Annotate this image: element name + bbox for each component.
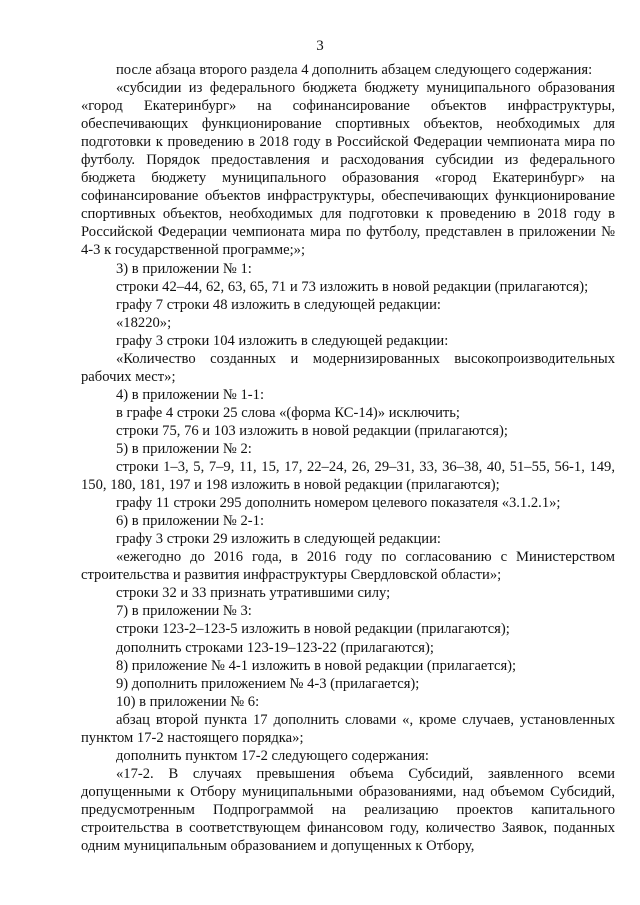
paragraph-add-rows-123: дополнить строками 123-19–123-22 (прилагаются); [116, 639, 434, 656]
paragraph-value-18220: «18220»; [116, 314, 172, 331]
paragraph-column-3-row-29: графу 3 строки 29 изложить в следующей редакции: [116, 531, 441, 548]
paragraph-add-point-17-2: дополнить пунктом 17-2 следующего содержания: [116, 747, 429, 764]
page-number: 3 [316, 38, 324, 54]
paragraph-item-3: 3) в приложении № 1: [116, 260, 252, 277]
paragraph-subsidy-quote: «субсидии из федерального бюджета бюджету муниципального образования «город Екатеринбург» на софинансирование объектов инфраструктуры, обеспечивающих функционирование спортивных объектов, необходимых для подготовки к проведению в 2018 году в Российской Федерации чемпионата мира по футболу. Порядок предоставления и расходования субсидии из федерального бюджета бюджету муниципального образования «город Екатеринбург» на софинансирование объектов инфраструктуры, обеспечивающих функционирование спортивных объектов, необходимых для подготовки к проведению в 2018 году в Российской Федерации чемпионата мира по футболу, представлен в приложении № 4-3 к государственной программе;»; [81, 80, 615, 259]
document-body [81, 61, 615, 855]
paragraph-rows-123: строки 123-2–123-5 изложить в новой редакции (прилагаются); [116, 621, 510, 638]
paragraph-item-8: 8) приложение № 4-1 изложить в новой редакции (прилагается); [116, 657, 517, 674]
paragraph-intro: после абзаца второго раздела 4 дополнить абзацем следующего содержания: [116, 62, 593, 78]
paragraph-item-5: 5) в приложении № 2: [116, 440, 252, 457]
paragraph-column-11-row-295: графу 11 строки 295 дополнить номером целевого показателя «3.1.2.1»; [116, 495, 561, 512]
paragraph-annual-quote: «ежегодно до 2016 года, в 2016 году по согласованию с Министерством строительства и развития инфраструктуры Свердловской области»; [81, 549, 615, 584]
paragraph-jobs-quote: «Количество созданных и модернизированных высокопроизводительных рабочих мест»; [81, 350, 615, 385]
paragraph-item-4: 4) в приложении № 1-1: [116, 386, 265, 403]
paragraph-column-7-row-48: графу 7 строки 48 изложить в следующей редакции: [116, 296, 441, 313]
paragraph-ks14-removal: в графе 4 строки 25 слова «(форма КС-14)» исключить; [116, 404, 460, 421]
paragraph-rows-42-73: строки 42–44, 62, 63, 65, 71 и 73 изложить в новой редакции (прилагаются); [116, 278, 589, 295]
paragraph-point-17: абзац второй пункта 17 дополнить словами «, кроме случаев, установленных пунктом 17-2 настоящего порядка»; [81, 711, 615, 746]
paragraph-item-7: 7) в приложении № 3: [116, 603, 252, 620]
paragraph-item-9: 9) дополнить приложением № 4-3 (прилагается); [116, 675, 420, 692]
paragraph-item-10: 10) в приложении № 6: [116, 693, 260, 710]
paragraph-rows-list: строки 1–3, 5, 7–9, 11, 15, 17, 22–24, 26, 29–31, 33, 36–38, 40, 51–55, 56-1, 149, 150, 180, 181, 197 и 198 изложить в новой редакции (прилагаются); [81, 459, 615, 494]
paragraph-rows-32-33: строки 32 и 33 признать утратившими силу; [116, 585, 391, 602]
paragraph-item-6: 6) в приложении № 2-1: [116, 513, 265, 530]
paragraph-rows-75-103: строки 75, 76 и 103 изложить в новой редакции (прилагаются); [116, 422, 508, 439]
paragraph-point-17-2-text: «17-2. В случаях превышения объема Субсидий, заявленного всеми допущенными к Отбору муниципальными образованиями, над объемом Субсидий, предусмотренным Подпрограммой на реализацию проектов капитального строительства в соответствующем финансовом году, количество Заявок, поданных одним муниципальным образованием и допущенных к Отбору, [81, 765, 615, 855]
paragraph-column-3-row-104: графу 3 строки 104 изложить в следующей редакции: [116, 332, 449, 349]
